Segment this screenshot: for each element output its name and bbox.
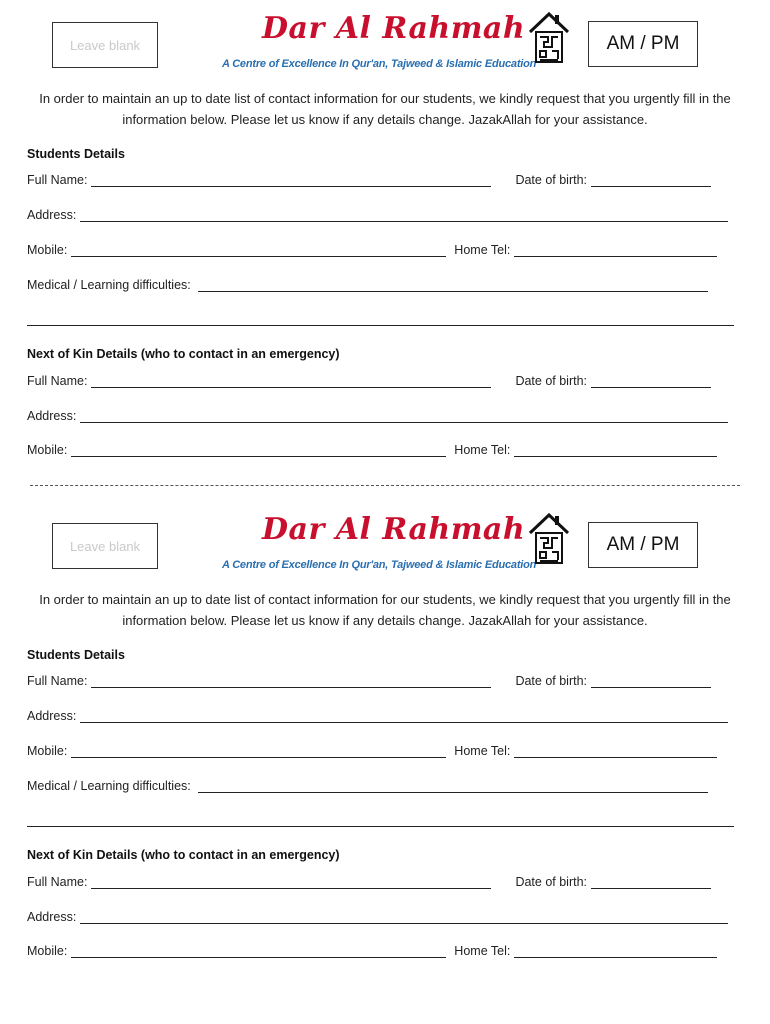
organisation-tagline: A Centre of Excellence In Qur'an, Tajweed & Islamic Education bbox=[222, 58, 537, 70]
home-tel-field[interactable] bbox=[514, 244, 717, 257]
kin-address-label: Address: bbox=[27, 910, 77, 924]
home-tel-label: Home Tel: bbox=[454, 744, 511, 758]
student-phone-row bbox=[27, 744, 717, 758]
organisation-title: Dar Al Rahmah bbox=[262, 11, 526, 46]
address-label: Address: bbox=[27, 709, 77, 723]
am-pm-text: AM / PM bbox=[606, 33, 680, 54]
kin-name-row bbox=[27, 875, 711, 889]
home-tel-field[interactable] bbox=[514, 745, 717, 758]
kin-address-row bbox=[27, 910, 728, 924]
kin-mobile-field[interactable] bbox=[71, 444, 446, 457]
home-tel-label: Home Tel: bbox=[454, 243, 511, 257]
mobile-label: Mobile: bbox=[27, 243, 68, 257]
kin-full-name-field[interactable] bbox=[91, 876, 491, 889]
kin-phone-row bbox=[27, 443, 717, 457]
full-name-field[interactable] bbox=[91, 675, 491, 688]
kin-home-tel-field[interactable] bbox=[514, 945, 717, 958]
kin-date-of-birth-label: Date of birth: bbox=[515, 875, 588, 889]
leave-blank-box[interactable] bbox=[52, 523, 158, 569]
kin-date-of-birth-field[interactable] bbox=[591, 375, 711, 388]
intro-paragraph: In order to maintain an up to date list of contact information for our students, we kindly request that you urgently fill in the information below. Please let us know if any details change. JazakAllah for your assistance. bbox=[39, 592, 731, 628]
medical-field[interactable] bbox=[198, 279, 708, 292]
address-field[interactable] bbox=[80, 209, 728, 222]
medical-field-continuation[interactable] bbox=[27, 826, 734, 827]
leave-blank-box[interactable] bbox=[52, 22, 158, 68]
contact-form-2 bbox=[0, 501, 770, 1001]
next-of-kin-heading: Next of Kin Details (who to contact in an emergency) bbox=[27, 347, 340, 361]
kin-home-tel-label: Home Tel: bbox=[454, 944, 511, 958]
organisation-title: Dar Al Rahmah bbox=[262, 512, 526, 547]
leave-blank-text: Leave blank bbox=[69, 37, 141, 53]
kin-mobile-label: Mobile: bbox=[27, 443, 68, 457]
kin-date-of-birth-field[interactable] bbox=[591, 876, 711, 889]
kin-address-field[interactable] bbox=[80, 911, 728, 924]
student-address-row bbox=[27, 208, 728, 222]
mobile-label: Mobile: bbox=[27, 744, 68, 758]
date-of-birth-field[interactable] bbox=[591, 174, 711, 187]
kin-full-name-label: Full Name: bbox=[27, 875, 88, 889]
full-name-label: Full Name: bbox=[27, 674, 88, 688]
kin-full-name-field[interactable] bbox=[91, 375, 491, 388]
full-name-field[interactable] bbox=[91, 174, 491, 187]
medical-field-continuation[interactable] bbox=[27, 325, 734, 326]
kin-home-tel-label: Home Tel: bbox=[454, 443, 511, 457]
kin-full-name-label: Full Name: bbox=[27, 374, 88, 388]
organisation-tagline: A Centre of Excellence In Qur'an, Tajweed & Islamic Education bbox=[222, 559, 537, 571]
mobile-field[interactable] bbox=[71, 745, 446, 758]
medical-field[interactable] bbox=[198, 780, 708, 793]
full-name-label: Full Name: bbox=[27, 173, 88, 187]
kin-address-row bbox=[27, 409, 728, 423]
cut-line-divider bbox=[30, 485, 740, 486]
address-field[interactable] bbox=[80, 710, 728, 723]
house-calligraphy-logo-icon bbox=[526, 10, 572, 66]
am-pm-box[interactable] bbox=[588, 522, 698, 568]
next-of-kin-heading: Next of Kin Details (who to contact in an emergency) bbox=[27, 848, 340, 862]
kin-mobile-field[interactable] bbox=[71, 945, 446, 958]
kin-address-label: Address: bbox=[27, 409, 77, 423]
date-of-birth-field[interactable] bbox=[591, 675, 711, 688]
students-details-heading: Students Details bbox=[27, 147, 125, 161]
medical-label: Medical / Learning difficulties: bbox=[27, 779, 191, 793]
house-calligraphy-logo-icon bbox=[526, 511, 572, 567]
medical-row bbox=[27, 278, 708, 292]
student-phone-row bbox=[27, 243, 717, 257]
mobile-field[interactable] bbox=[71, 244, 446, 257]
kin-mobile-label: Mobile: bbox=[27, 944, 68, 958]
leave-blank-text: Leave blank bbox=[69, 538, 141, 554]
kin-name-row bbox=[27, 374, 711, 388]
address-label: Address: bbox=[27, 208, 77, 222]
kin-date-of-birth-label: Date of birth: bbox=[515, 374, 588, 388]
date-of-birth-label: Date of birth: bbox=[515, 674, 588, 688]
am-pm-text: AM / PM bbox=[606, 534, 680, 555]
student-name-row bbox=[27, 173, 711, 187]
date-of-birth-label: Date of birth: bbox=[515, 173, 588, 187]
kin-home-tel-field[interactable] bbox=[514, 444, 717, 457]
contact-form-1 bbox=[0, 0, 770, 500]
kin-phone-row bbox=[27, 944, 717, 958]
student-name-row bbox=[27, 674, 711, 688]
kin-address-field[interactable] bbox=[80, 410, 728, 423]
am-pm-box[interactable] bbox=[588, 21, 698, 67]
student-address-row bbox=[27, 709, 728, 723]
intro-paragraph: In order to maintain an up to date list of contact information for our students, we kindly request that you urgently fill in the information below. Please let us know if any details change. JazakAllah for your assistance. bbox=[39, 91, 731, 127]
medical-label: Medical / Learning difficulties: bbox=[27, 278, 191, 292]
medical-row bbox=[27, 779, 708, 793]
students-details-heading: Students Details bbox=[27, 648, 125, 662]
